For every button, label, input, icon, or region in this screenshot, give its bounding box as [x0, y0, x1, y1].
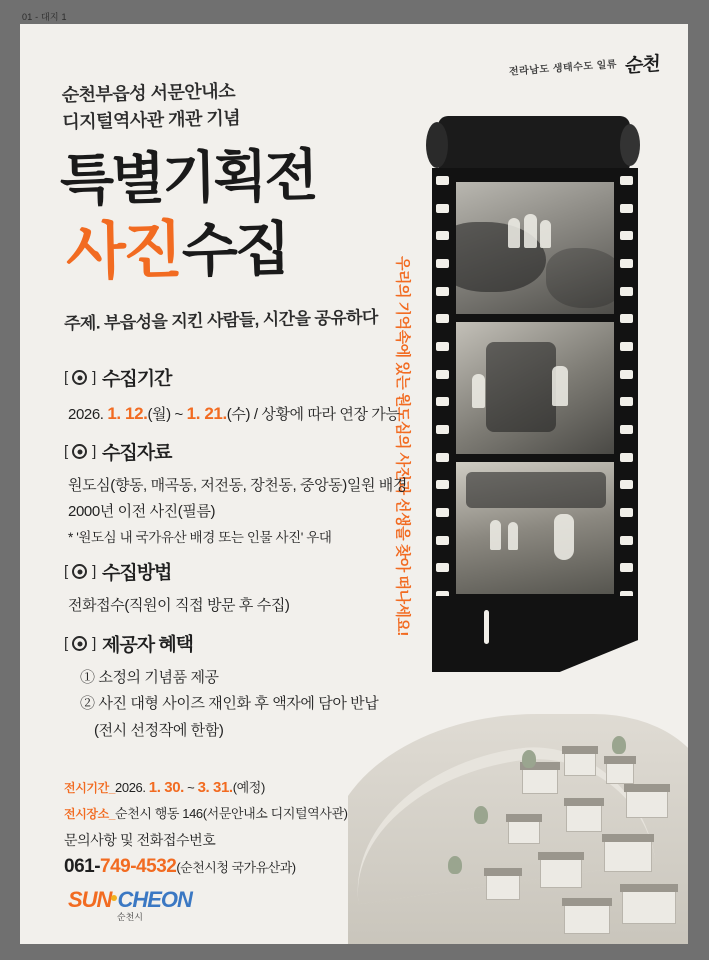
bracket-left: [ — [64, 369, 68, 386]
exhibition-period-mid: ~ — [183, 780, 198, 796]
film-frames — [456, 182, 614, 594]
bracket-right: ] — [92, 369, 96, 386]
section-body — [64, 473, 407, 549]
film-perforations-left — [436, 176, 450, 600]
film-roll-icon — [438, 116, 630, 174]
film-strip-illustration — [394, 116, 670, 636]
section-title: 수집자료 — [102, 442, 172, 465]
exhibition-place-label: 전시장소_ — [64, 806, 116, 821]
bracket-right: ] — [92, 443, 96, 460]
bracket-right: ] — [92, 563, 96, 580]
exhibition-info — [64, 774, 348, 826]
exhibition-place-value: 순천시 행동 146(서문안내소 디지털역사관) — [115, 805, 348, 821]
city-logo-sun: SUN — [68, 887, 112, 912]
phone-number: 749-4532 — [100, 855, 177, 877]
film-tail — [432, 596, 638, 672]
kicker-line-1: 순천부읍성 서문안내소 — [61, 80, 236, 106]
contact-label: 문의사항 및 전화접수번호 — [64, 832, 216, 849]
bracket-left: [ — [64, 563, 68, 580]
bracket-left: [ — [64, 443, 68, 460]
suncheon-brand-logo — [508, 53, 661, 78]
section-title: 제공자 혜택 — [102, 634, 194, 657]
section-body — [64, 399, 399, 429]
contact-phone — [64, 852, 296, 882]
poster — [20, 24, 688, 944]
material-line-2: 2000년 이전 사진(필름) — [68, 503, 216, 521]
period-mid-1: (월) ~ — [147, 406, 187, 423]
benefit-line-3: (전시 선정작에 한함) — [94, 721, 224, 739]
section-title: 수집방법 — [102, 562, 172, 585]
target-icon — [72, 444, 87, 459]
brand-tagline: 전라남도 생태수도 일류 — [508, 59, 618, 78]
film-perforations-right — [620, 176, 634, 600]
period-end: 1. 21. — [186, 404, 227, 423]
city-logo-cheon: CHEON — [117, 887, 192, 912]
poster-title-main: 특별기획전 — [59, 143, 317, 212]
poster-topic: 주제. 부읍성을 지킨 사람들, 시간을 공유하다 — [63, 307, 378, 334]
target-icon — [72, 636, 87, 651]
material-note: * '원도심 내 국가유산 배경 또는 인물 사진' 우대 — [68, 529, 332, 545]
method-line-1: 전화접수(직원이 직접 방문 후 수집) — [68, 597, 290, 614]
photo-frame-2 — [456, 322, 614, 454]
phone-department: (순천시청 국가유산과) — [176, 859, 296, 875]
photo-frame-3 — [456, 462, 614, 594]
poster-kicker — [61, 78, 240, 136]
period-prefix: 2026. — [68, 406, 108, 423]
film-body — [432, 168, 638, 608]
section-body — [64, 665, 378, 744]
title-sub-orange: 사진 — [65, 215, 181, 288]
artboard-label: 01 - 대지 1 — [22, 12, 67, 22]
period-start: 1. 12. — [107, 404, 148, 423]
exhibition-period-start: 1. 30. — [148, 779, 184, 797]
exhibition-period-suffix: (예정) — [232, 780, 265, 796]
benefit-line-2: ② 사진 대형 사이즈 재인화 후 액자에 담아 반납 — [80, 695, 379, 713]
section-title: 수집기간 — [102, 368, 172, 391]
section-collection-period — [64, 364, 399, 429]
exhibition-place-row — [64, 802, 348, 826]
city-logo-kr: 순천시 — [116, 912, 143, 922]
target-icon — [72, 564, 87, 579]
section-provider-benefits — [64, 630, 378, 744]
section-body — [64, 593, 290, 619]
poster-title-sub — [65, 215, 289, 288]
kicker-line-2: 디지털역사관 개관 기념 — [62, 107, 241, 133]
target-icon — [72, 370, 87, 385]
exhibition-period-prefix: 2026. — [115, 780, 149, 796]
photo-frame-1 — [456, 182, 614, 314]
suncheon-city-logo — [68, 889, 192, 922]
bracket-right: ] — [92, 635, 96, 652]
period-mid-2: (수) / 상황에 따라 연장 가능 — [226, 406, 400, 423]
brand-name: 순천 — [624, 53, 661, 78]
benefit-line-1: ① 소정의 기념품 제공 — [80, 669, 219, 686]
film-tail-slot — [484, 610, 489, 644]
exhibition-period-row — [64, 774, 348, 802]
village-illustration — [348, 694, 688, 944]
section-collection-method — [64, 558, 290, 619]
exhibition-period-end: 3. 31. — [197, 779, 233, 797]
section-collection-materials — [64, 438, 407, 549]
phone-prefix: 061- — [64, 855, 101, 877]
title-sub-dark: 수집 — [181, 216, 289, 284]
contact-block — [64, 829, 296, 882]
exhibition-period-label: 전시기간_ — [64, 781, 116, 796]
film-vertical-caption: 우리의 기억속에 있는 원도심의 사진과 선생을 찾아 떠나세요! — [394, 256, 411, 636]
material-line-1: 원도심(향동, 매곡동, 저전동, 장천동, 중앙동)일원 배경 — [68, 477, 407, 494]
bracket-left: [ — [64, 635, 68, 652]
